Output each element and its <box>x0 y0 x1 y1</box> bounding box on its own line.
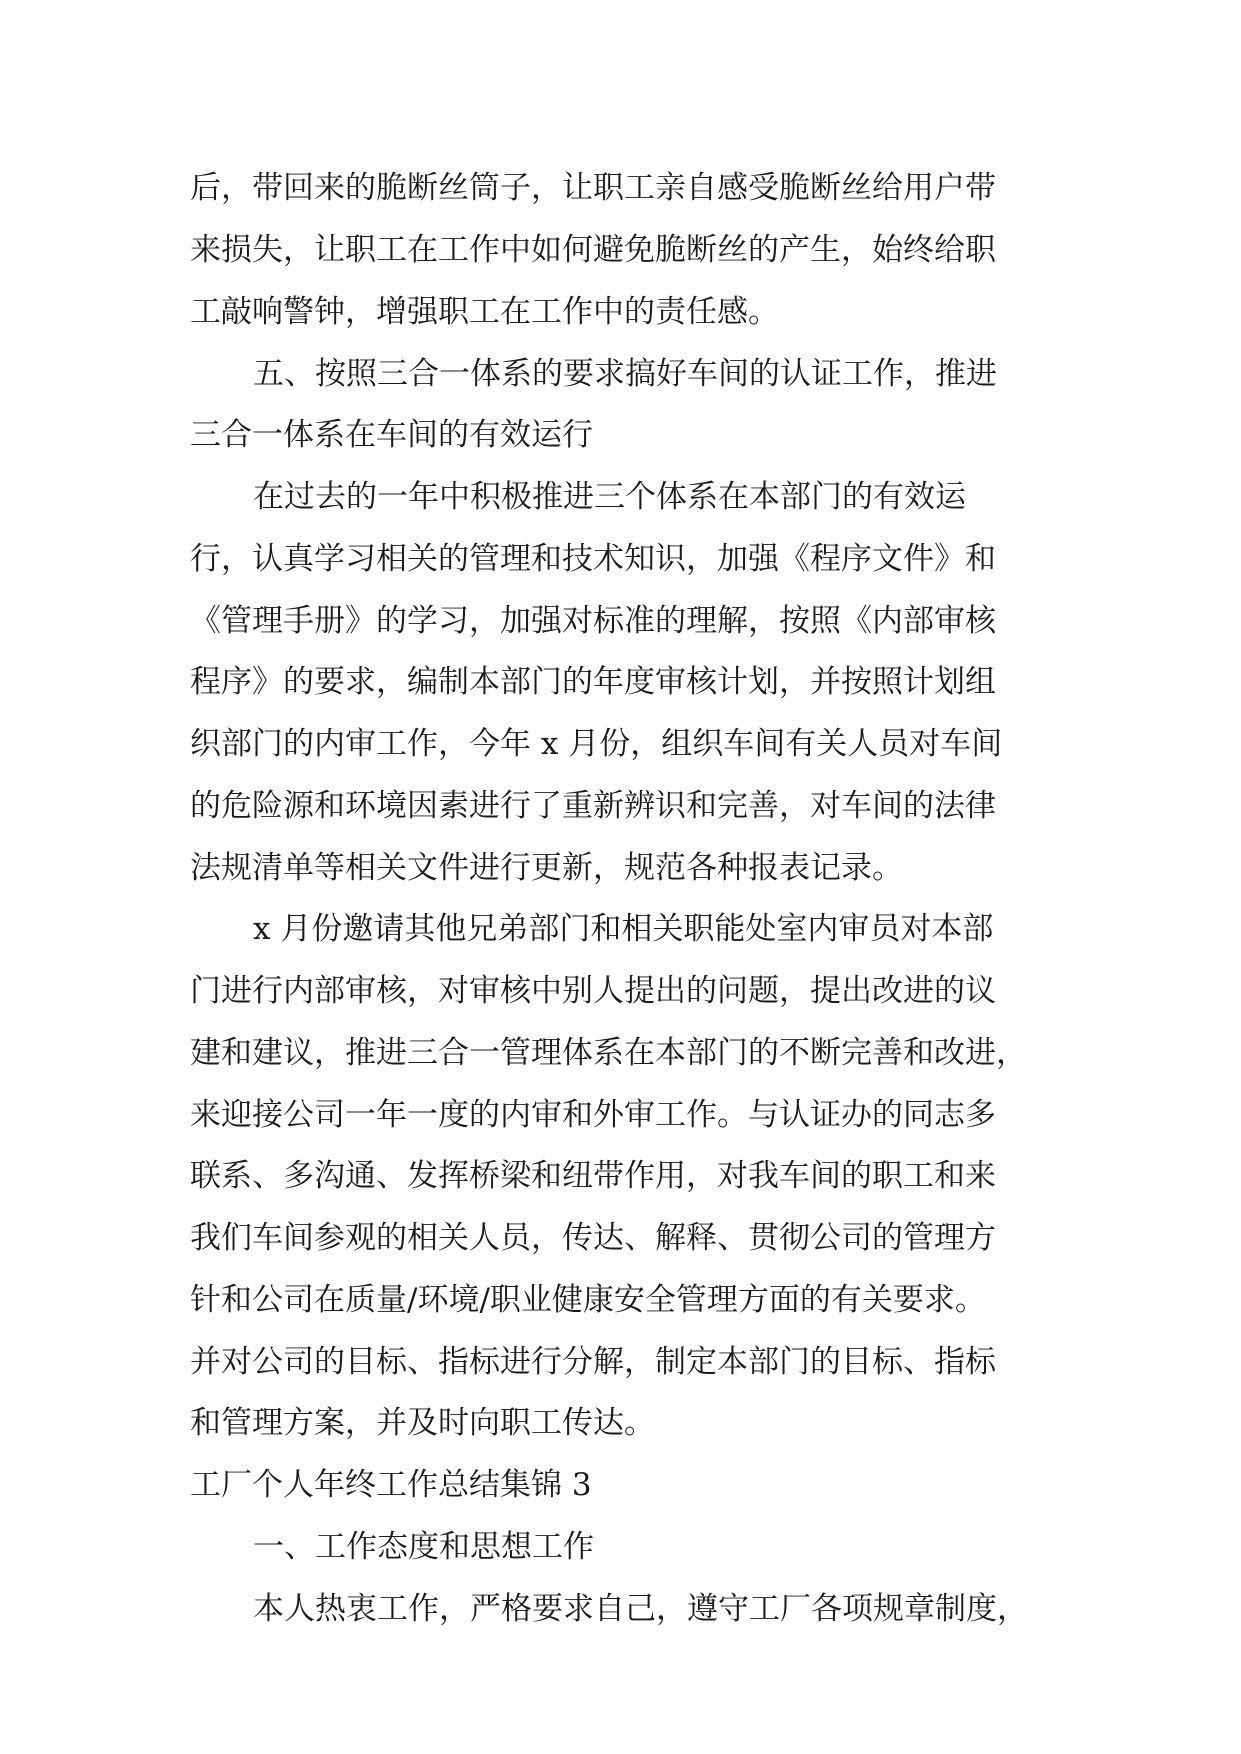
text-line: 行，认真学习相关的管理和技术知识，加强《程序文件》和 <box>190 541 996 577</box>
text-line: 法规清单等相关文件进行更新，规范各种报表记录。 <box>190 850 903 886</box>
text-line: 本人热衷工作，严格要求自己，遵守工厂各项规章制度， <box>253 1591 1028 1627</box>
text-line: 来迎接公司一年一度的内审和外审工作。与认证办的同志多 <box>190 1097 996 1133</box>
text-line: 针和公司在质量/环境/职业健康安全管理方面的有关要求。 <box>190 1282 986 1318</box>
text-line: 门进行内部审核，对审核中别人提出的问题，提出改进的议 <box>190 973 996 1009</box>
text-line: 建和建议，推进三合一管理体系在本部门的不断完善和改进， <box>190 1035 1027 1071</box>
text-line: 后，带回来的脆断丝筒子，让职工亲自感受脆断丝给用户带 <box>190 170 996 206</box>
text-line: 来损失，让职工在工作中如何避免脆断丝的产生，始终给职 <box>190 232 996 268</box>
text-line: 工敲响警钟，增强职工在工作中的责任感。 <box>190 294 779 330</box>
section-heading: 五、按照三合一体系的要求搞好车间的认证工作，推进 <box>253 356 997 392</box>
section-heading: 一、工作态度和思想工作 <box>253 1529 594 1565</box>
text-line: 联系、多沟通、发挥桥梁和纽带作用，对我车间的职工和来 <box>190 1158 996 1194</box>
article-title: 工厂个人年终工作总结集锦 3 <box>190 1467 592 1503</box>
text-line: 我们车间参观的相关人员，传达、解释、贯彻公司的管理方 <box>190 1220 996 1256</box>
section-heading: 三合一体系在车间的有效运行 <box>190 417 593 453</box>
text-line: 织部门的内审工作，今年 x 月份，组织车间有关人员对车间 <box>190 726 1003 762</box>
text-line: 程序》的要求，编制本部门的年度审核计划，并按照计划组 <box>190 664 996 700</box>
text-line: 《管理手册》的学习，加强对标准的理解，按照《内部审核 <box>190 603 996 639</box>
text-line: 和管理方案，并及时向职工传达。 <box>190 1405 655 1441</box>
text-line: 并对公司的目标、指标进行分解，制定本部门的目标、指标 <box>190 1344 996 1380</box>
text-line: 在过去的一年中积极推进三个体系在本部门的有效运 <box>253 479 966 515</box>
text-line: x 月份邀请其他兄弟部门和相关职能处室内审员对本部 <box>253 911 994 947</box>
text-line: 的危险源和环境因素进行了重新辨识和完善，对车间的法律 <box>190 788 996 824</box>
